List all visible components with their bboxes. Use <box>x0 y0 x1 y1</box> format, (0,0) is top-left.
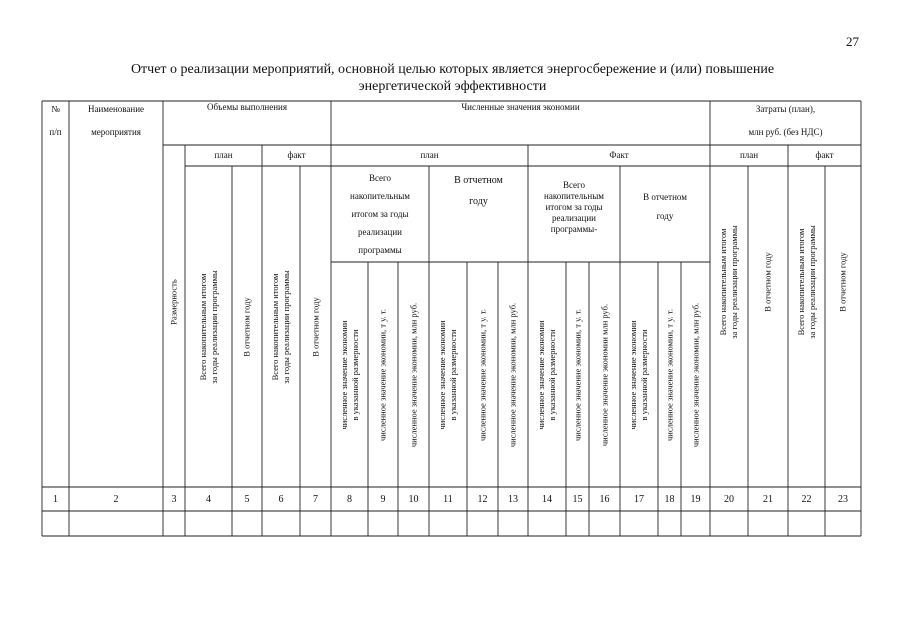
vlabel-col-17: численное значение экономии в указанной размерности <box>628 319 649 430</box>
header-volumes-plan-label: план <box>214 150 233 160</box>
vheader-col-23 <box>825 166 861 487</box>
header-savings-plan <box>331 145 528 166</box>
cur-plan-line-1: В отчетном <box>454 175 503 186</box>
vlabel-col-10: численное значение экономии, млн руб. <box>408 302 418 447</box>
vlabel-col-9: численное значение экономии, т у. т. <box>377 308 388 441</box>
vlabel-col-23: В отчетном году <box>837 251 848 312</box>
column-number-cell: 3 <box>171 493 177 505</box>
vheader-col-16 <box>589 262 620 487</box>
cum-fact-line-3: итогом за годы <box>545 202 603 212</box>
cum-fact-line-2: накопительным <box>544 191 604 201</box>
header-savings-plan-current <box>429 166 528 262</box>
column-number-cell: 5 <box>244 493 250 505</box>
report-title-line-1: Отчет о реализации мероприятий, основной целью которых является энергосбережение и (или) повышение <box>130 62 775 77</box>
header-savings-plan-cumulative <box>331 166 429 262</box>
vlabel-col-5: В отчетном году <box>241 296 252 357</box>
header-costs-line-2: млн руб. (без НДС) <box>748 127 823 137</box>
vheader-col-11 <box>429 262 467 487</box>
header-volumes-fact <box>262 145 331 166</box>
header-costs-plan <box>710 145 788 166</box>
column-number-cell: 23 <box>838 493 848 505</box>
vheader-col-10 <box>398 262 429 487</box>
column-number-cell: 10 <box>408 493 419 505</box>
vlabel-dimension: Размерность <box>168 279 179 326</box>
vlabel-col-14: численное значение экономии в указанной размерности <box>536 319 557 430</box>
cum-fact-line-4: реализации <box>552 213 596 223</box>
column-number-cell: 7 <box>313 493 318 505</box>
vlabel-col-13: численное значение экономии, млн руб. <box>507 302 518 447</box>
header-volumes-label: Объемы выполнения <box>206 101 288 112</box>
column-number-cell: 6 <box>278 493 284 505</box>
header-num-abbr: п/п <box>49 127 62 137</box>
column-number-cell: 9 <box>380 493 386 505</box>
vheader-col-9 <box>368 262 398 487</box>
column-number-cell: 1 <box>53 493 58 505</box>
cum-fact-line-1: Всего <box>562 180 586 190</box>
page-number: 27 <box>846 34 859 49</box>
vheader-col-4 <box>185 166 232 487</box>
vlabel-col-15: численное значение экономии, т у. т. <box>572 308 582 441</box>
column-number-cell: 22 <box>801 493 812 505</box>
header-volumes <box>163 101 331 113</box>
header-costs-line-1: Затраты (план), <box>755 104 816 114</box>
column-number-cell: 20 <box>724 493 734 505</box>
vheader-col-22 <box>788 166 825 487</box>
vlabel-col-22: Всего накопительным итогом за годы реализации программы <box>795 224 817 339</box>
vlabel-col-19: численное значение экономии, млн руб. <box>690 302 700 447</box>
header-savings-fact-label: Факт <box>609 150 629 160</box>
header-savings-fact-current <box>620 166 710 262</box>
cur-fact-line-1: В отчетном <box>643 192 687 202</box>
cum-plan-line-5: программы <box>358 244 402 255</box>
cum-fact-line-5: программы- <box>550 224 598 234</box>
column-number-cell: 21 <box>763 493 773 505</box>
header-num <box>42 101 69 145</box>
vheader-col-5 <box>232 166 262 487</box>
vlabel-col-20: Всего накопительным итогом за годы реализации программы <box>718 224 739 339</box>
vlabel-col-7: В отчетном году <box>310 296 320 357</box>
header-volumes-plan <box>185 145 262 166</box>
vheader-col-20 <box>710 166 748 487</box>
header-costs <box>710 101 861 145</box>
vlabel-col-12: численное значение экономии, т у. т. <box>477 308 487 441</box>
vlabel-col-6: Всего накопительным итогом за годы реализации программы <box>270 269 291 384</box>
header-costs-fact <box>788 145 861 166</box>
vheader-col-6 <box>262 166 300 487</box>
vlabel-col-21: В отчетном году <box>762 251 773 312</box>
vheader-col-7 <box>300 166 331 487</box>
vlabel-col-4: Всего накопительным итогом за годы реализации программы <box>197 269 219 384</box>
cum-plan-line-3: итогом за годы <box>351 208 409 219</box>
header-savings-plan-label: план <box>420 150 439 160</box>
vlabel-col-8: численное значение экономии в указанной размерности <box>338 319 360 430</box>
vheader-col-8 <box>331 262 368 487</box>
header-num-sign: № <box>51 104 60 114</box>
column-number-cell: 12 <box>477 493 488 505</box>
vheader-col-12 <box>467 262 498 487</box>
header-costs-fact-label: факт <box>815 150 834 160</box>
header-costs-plan-label: план <box>739 150 759 160</box>
vlabel-col-16: численное значение экономии млн руб. <box>599 303 609 446</box>
cum-plan-line-4: реализации <box>358 226 402 237</box>
cur-fact-line-2: году <box>656 211 674 221</box>
header-name-line-2: мероприятия <box>91 127 141 137</box>
vlabel-col-18: численное значение экономии, т у. т. <box>664 308 674 441</box>
header-savings <box>331 101 710 113</box>
vheader-col-18 <box>658 262 681 487</box>
column-number-cell: 15 <box>572 493 583 505</box>
column-number-cell: 17 <box>634 493 644 505</box>
cum-plan-line-1: Всего <box>368 172 392 183</box>
vheader-col-17 <box>620 262 658 487</box>
header-savings-fact <box>528 145 710 166</box>
report-title-line-2: энергетической эффективности <box>358 79 547 94</box>
cum-plan-line-2: накопительным <box>350 190 410 201</box>
cur-plan-line-2: году <box>469 196 488 207</box>
vheader-col-14 <box>528 262 566 487</box>
header-volumes-fact-label: факт <box>287 150 306 160</box>
vlabel-col-11: численное значение экономии в указанной размерности <box>437 319 458 430</box>
vheader-col-3 <box>163 145 185 487</box>
column-number-cell: 14 <box>542 493 552 505</box>
vheader-col-19 <box>681 262 710 487</box>
header-savings-fact-cumulative <box>528 166 620 262</box>
column-number-cell: 16 <box>599 493 610 505</box>
column-number-cell: 13 <box>508 493 518 505</box>
column-number-cell: 2 <box>113 493 119 505</box>
header-savings-label: Численные значения экономии <box>461 101 580 112</box>
column-number-cell: 8 <box>347 493 352 505</box>
header-name <box>69 101 163 145</box>
header-name-line-1: Наименование <box>87 104 145 114</box>
vheader-col-21 <box>748 166 788 487</box>
column-number-cell: 4 <box>206 493 211 505</box>
column-number-cell: 11 <box>443 493 453 505</box>
column-number-cell: 18 <box>664 493 675 505</box>
vheader-col-13 <box>498 262 528 487</box>
vheader-col-15 <box>566 262 589 487</box>
column-number-cell: 19 <box>690 493 701 505</box>
